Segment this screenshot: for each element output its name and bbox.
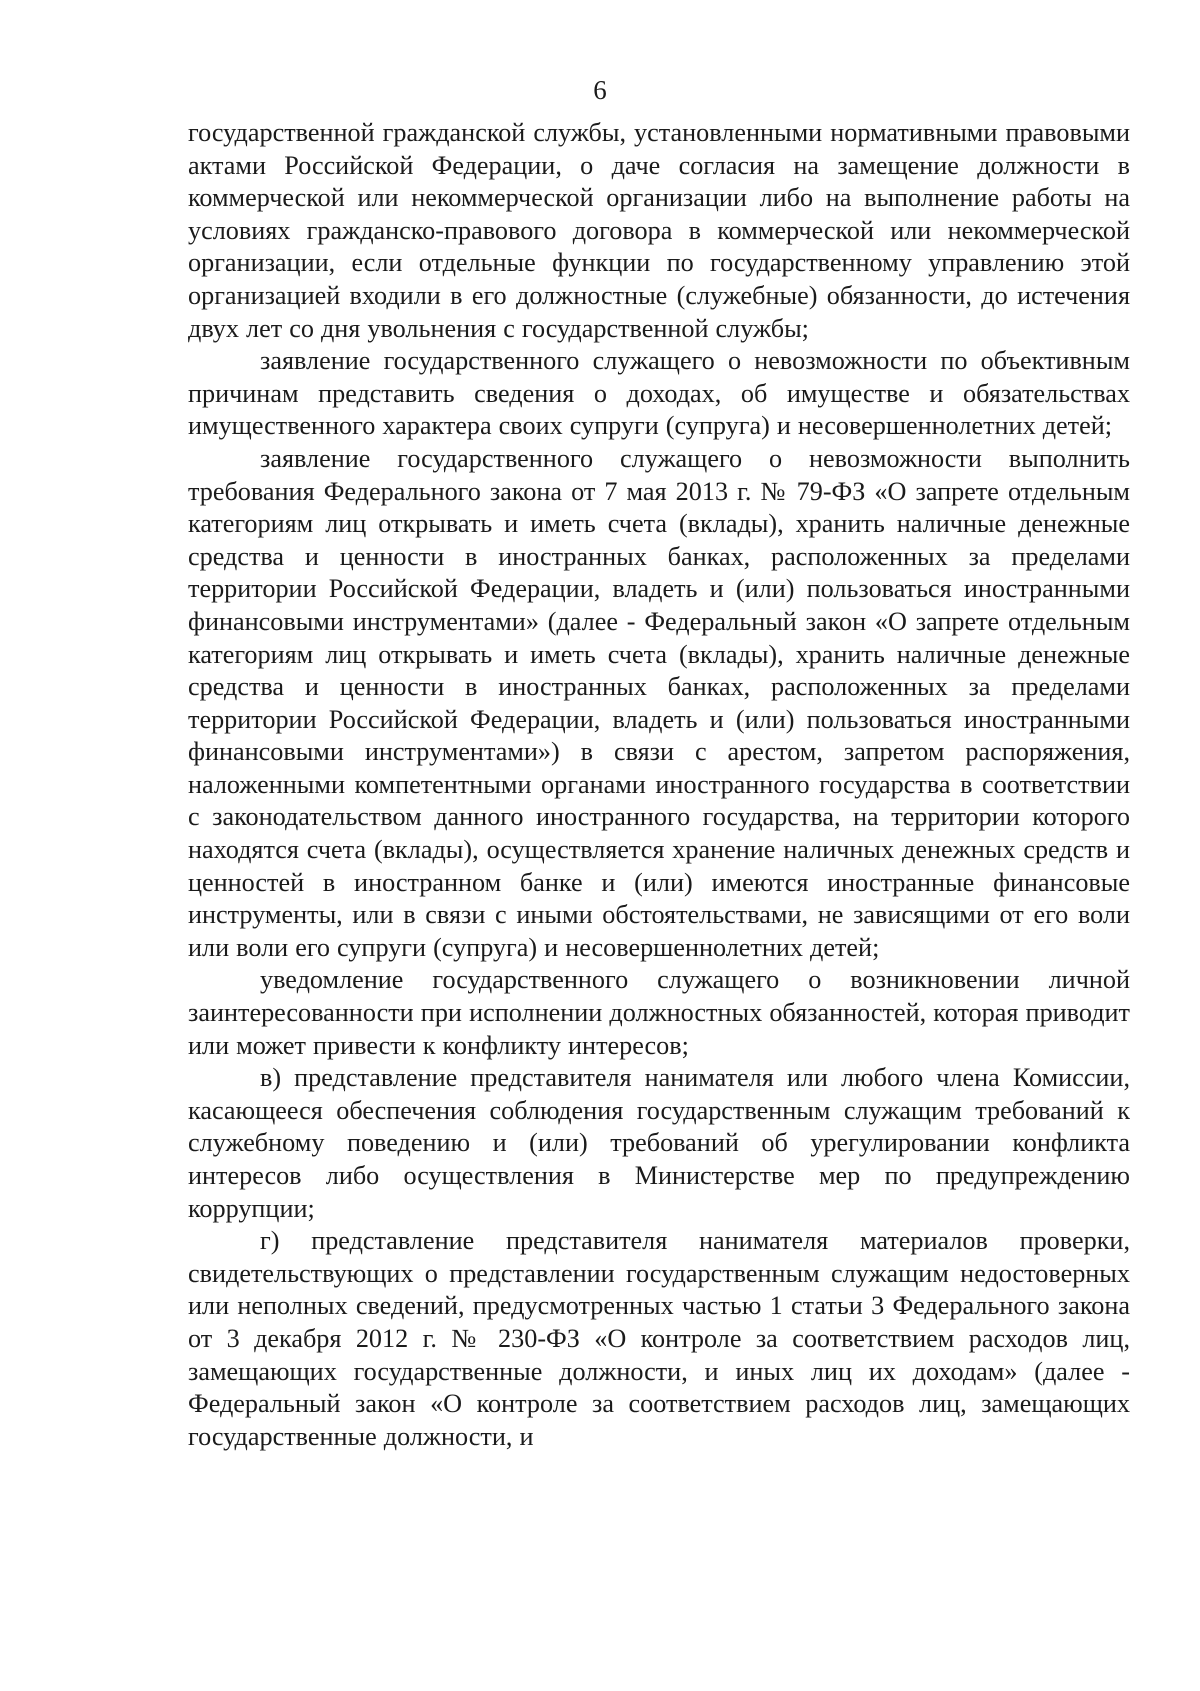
page-number: 6 xyxy=(593,75,607,105)
paragraph-2: заявление государственного служащего о невозможности по объективным причинам представить сведения о доходах, об имуществе и обязательствах имущественного характера своих супруги (супруга) и несовершеннолетних детей; xyxy=(188,346,1130,441)
document-body xyxy=(188,117,1130,1453)
paragraph-5: в) представление представителя нанимателя или любого члена Комиссии, касающееся обеспечения соблюдения государственным служащим требований к служебному поведению и (или) требований об урегулировании конфликта интересов либо осуществления в Министерстве мер по предупреждению коррупции; xyxy=(188,1063,1130,1223)
paragraph-6: г) представление представителя нанимателя материалов проверки, свидетельствующих о представлении государственным служащим недостоверных или неполных сведений, предусмотренных частью 1 статьи 3 Федерального закона от 3 декабря 2012 г. № 230-ФЗ «О контроле за соответствием расходов лиц, замещающих государственные должности, и иных лиц их доходам» (далее - Федеральный закон «О контроле за соответствием расходов лиц, замещающих государственные должности, и xyxy=(188,1226,1130,1451)
paragraph-4: уведомление государственного служащего о возникновении личной заинтересованности при исполнении должностных обязанностей, которая приводит или может привести к конфликту интересов; xyxy=(188,965,1130,1060)
paragraph-3: заявление государственного служащего о невозможности выполнить требования Федерального закона от 7 мая 2013 г. № 79-ФЗ «О запрете отдельным категориям лиц открывать и иметь счета (вклады), хранить наличные денежные средства и ценности в иностранных банках, расположенных за пределами территории Российской Федерации, владеть и (или) пользоваться иностранными финансовыми инструментами» (далее - Федеральный закон «О запрете отдельным категориям лиц открывать и иметь счета (вклады), хранить наличные денежные средства и ценности в иностранных банках, расположенных за пределами территории Российской Федерации, владеть и (или) пользоваться иностранными финансовыми инструментами») в связи с арестом, запретом распоряжения, наложенными компетентными органами иностранного государства в соответствии с законодательством данного иностранного государства, на территории которого находятся счета (вклады), осуществляется хранение наличных денежных средств и ценностей в иностранном банке и (или) имеются иностранные финансовые инструменты, или в связи с иными обстоятельствами, не зависящими от его воли или воли его супруги (супруга) и несовершеннолетних детей; xyxy=(188,443,1130,962)
paragraph-1: государственной гражданской службы, установленными нормативными правовыми актами Российской Федерации, о даче согласия на замещение должности в коммерческой или некоммерческой организации либо на выполнение работы на условиях гражданско-правового договора в коммерческой или некоммерческой организации, если отдельные функции по государственному управлению этой организацией входили в его должностные (служебные) обязанности, до истечения двух лет со дня увольнения с государственной службы; xyxy=(188,118,1130,343)
